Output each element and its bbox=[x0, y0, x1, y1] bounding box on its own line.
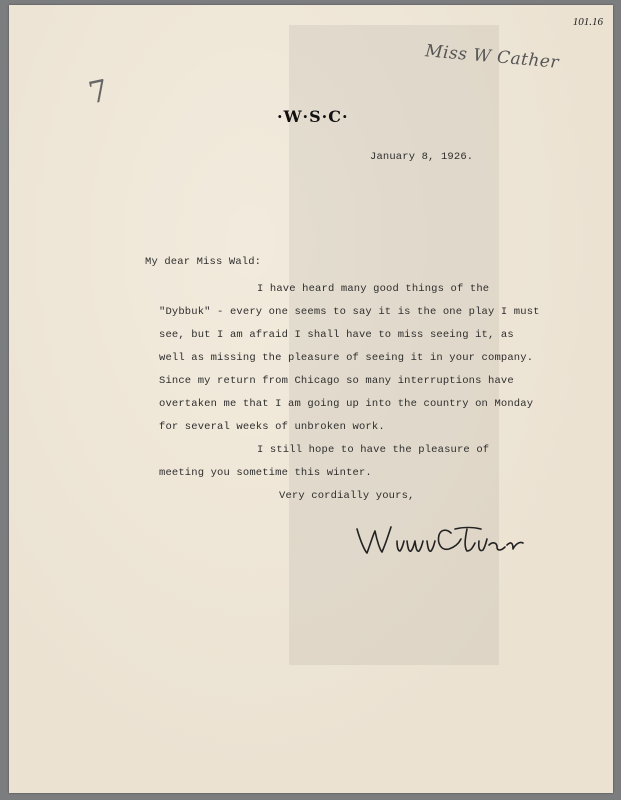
paragraph1-line: I have heard many good things of the bbox=[257, 283, 490, 295]
paragraph2-line: meeting you sometime this winter. bbox=[159, 467, 372, 479]
letter-date: January 8, 1926. bbox=[370, 151, 474, 163]
paragraph1-line: see, but I am afraid I shall have to miss seeing it, as bbox=[159, 329, 514, 341]
pencil-mark: 7 bbox=[85, 73, 112, 112]
paragraph1-line: Since my return from Chicago so many interruptions have bbox=[159, 375, 514, 387]
handwritten-signature bbox=[351, 515, 541, 565]
letterhead-monogram: ·W·S·C· bbox=[277, 107, 349, 126]
letter-page bbox=[9, 5, 613, 793]
pencil-annotation: Miss W Cather bbox=[424, 41, 560, 73]
paragraph1-line: "Dybbuk" - every one seems to say it is the one play I must bbox=[159, 306, 540, 318]
paragraph1-line: for several weeks of unbroken work. bbox=[159, 421, 385, 433]
letter-salutation: My dear Miss Wald: bbox=[145, 256, 262, 268]
paragraph2-line: I still hope to have the pleasure of bbox=[257, 444, 490, 456]
paragraph1-line: overtaken me that I am going up into the country on Monday bbox=[159, 398, 534, 410]
paragraph1-line: well as missing the pleasure of seeing it in your company. bbox=[159, 352, 534, 364]
letter-closing: Very cordially yours, bbox=[279, 490, 415, 502]
catalog-number: 101.16 bbox=[572, 16, 603, 28]
